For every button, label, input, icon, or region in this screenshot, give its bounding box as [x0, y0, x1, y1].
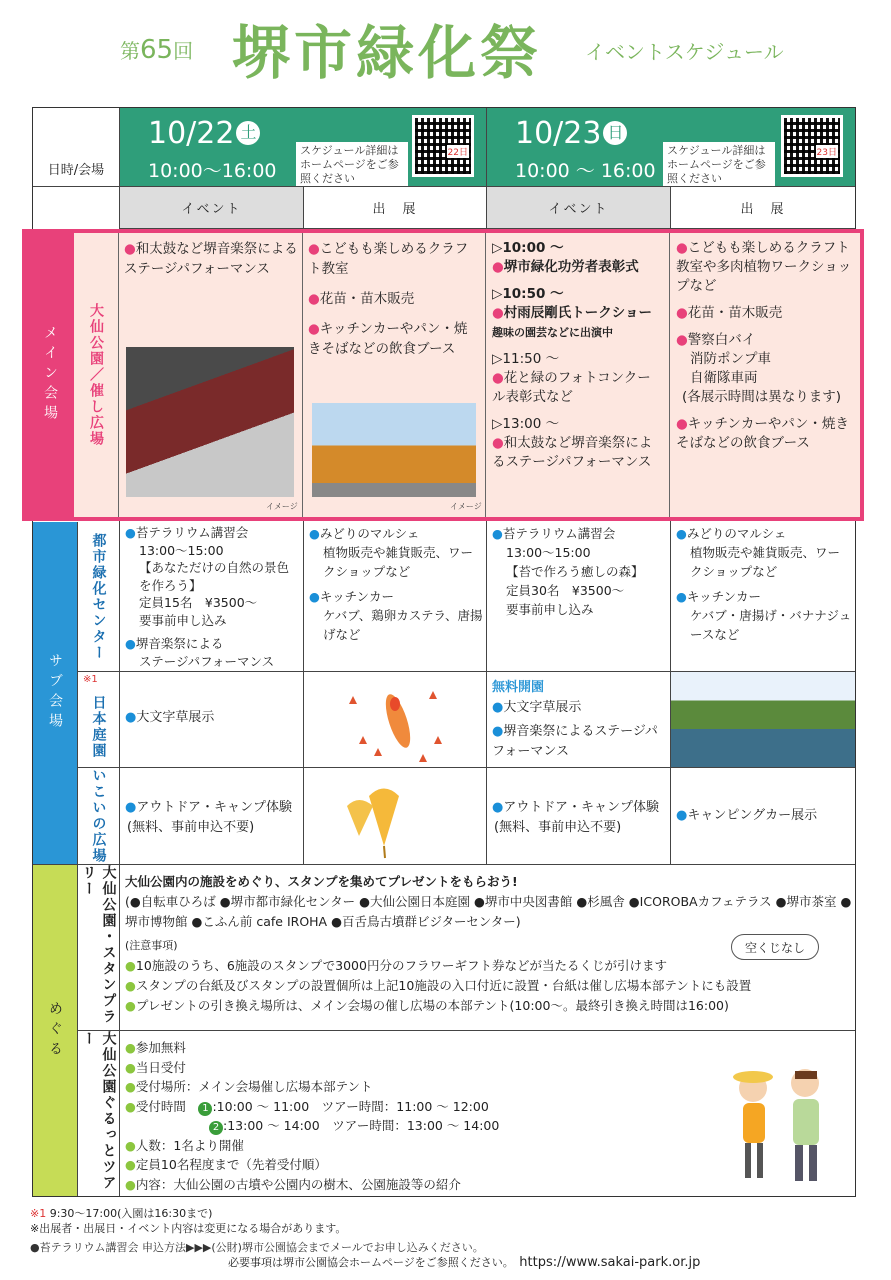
stamp-note-3: ● プレゼントの引き換え場所は、メイン会場の催し広場の本部テント(10:00〜。最終引き換え時間は16:00) [125, 996, 853, 1016]
plaza-day1-event: ● 和太鼓など堺音楽祭によるステージパフォーマンス [124, 239, 300, 279]
page-title: 堺市緑化祭 [232, 19, 543, 87]
day1-event-header: イベント [120, 187, 303, 228]
center-day1-event: ● 苔テラリウム講習会 13:00〜15:00 【あなただけの自然の景色を作ろう】 定員15名 ¥3500〜 要事前申し込み ● 堺音楽祭による ステージパフォーマンス [125, 524, 301, 670]
taiko-photo-caption: イメージ [266, 502, 298, 511]
day1-time: 10:00〜16:00 [148, 160, 277, 182]
day1-qr-code[interactable]: 22日 [412, 115, 474, 177]
garden-day1-event: ● 大文字草展示 [125, 708, 301, 728]
ikoi-day2-event: ● アウトドア・キャンプ体験 (無料、事前申込不要) [492, 798, 668, 838]
day1-date: 10/22 土 [148, 116, 260, 151]
page-subtitle: イベントスケジュール [585, 40, 784, 64]
day2-date: 10/23 日 [515, 116, 627, 151]
datetime-label: 日時/会場 [47, 162, 105, 178]
ikoi-day1-event: ● アウトドア・キャンプ体験 (無料、事前申込不要) [125, 798, 301, 838]
venue-japanese-garden: 日本庭園 [90, 694, 107, 759]
day2-event-header: イベント [487, 187, 670, 228]
food-truck-caption: イメージ [450, 502, 482, 511]
page-title-block [0, 0, 891, 100]
day2-header [487, 108, 855, 186]
koi-illustration [333, 676, 463, 762]
stamp-note-1: ● 10施設のうち、6施設のスタンプで3000円分のフラワーギフト券などが当たるくじが引けます [125, 956, 853, 976]
plaza-day2-event: ▷ 10:00 〜 ● 堺市緑化功労者表彰式 ▷ 10:50 〜 ● 村雨辰剛氏トークショー 趣味の園芸などに出演中 ▷ 11:50 〜 ● 花と緑のフォトコンクール表彰式など ▷ 13:00 〜 ● 和太鼓など堺音楽祭によるステージパフォーマンス [492, 239, 664, 472]
no-blank-bubble: 空くじなし [731, 934, 819, 960]
edition-label: 第65回 [120, 35, 194, 65]
venue-greening-center: 都市緑化センター [90, 532, 107, 661]
stamp-lead: 大仙公園内の施設をめぐり、スタンプを集めてプレゼントをもらおう! [125, 874, 518, 889]
taiko-photo [126, 347, 294, 497]
day2-time: 10:00 〜 16:00 [515, 160, 656, 182]
stamp-notes-title: (注意事項) [125, 939, 178, 952]
ginkgo-illustration [339, 776, 429, 860]
plaza-day1-exhibit: ● こどもも楽しめるクラフト教室 ● 花苗・苗木販売 ● キッチンカーやパン・焼きそばなどの飲食ブース [308, 239, 480, 369]
day2-exhibit-header: 出 展 [671, 187, 855, 228]
tour-content: ● 参加無料 ● 当日受付 ● 受付場所：メイン会場催し広場本部テント ● 受付時間 1 :10:00 〜 11:00 ツアー時間：11:00 〜 12:00 2 :13:00 〜 14:00 ツアー時間：13:00 〜 14:00 ● 人数：1名より開催 ● 定員10名程度まで（先着受付順） ● 内容：大仙公園の古墳や公園内の樹木、公園施設等の紹介 [125, 1038, 685, 1194]
center-day1-exhibit: ● みどりのマルシェ 植物販売や雑貨販売、ワークショップなど ● キッチンカー ケバブ、鶏卵カステラ、唐揚げなど [309, 524, 485, 670]
center-day2-exhibit: ● みどりのマルシェ 植物販売や雑貨販売、ワークショップなど ● キッチンカー ケバブ・唐揚げ・バナナジュースなど [676, 524, 852, 670]
footer-notes: ※1 9:30〜17:00(入園は16:30まで) ※出展者・出展日・イベント内容は変更になる場合があります。 ●苔テラリウム講習会 申込方法▶▶▶(公財)堺市公園協会までメールでお申し込みください。 必要事項は堺市公園協会ホームページをご参照ください。 https://www.sakai-park.or.jp [30, 1207, 701, 1270]
garden-photo [671, 672, 855, 767]
venue-stamp-rally: 大仙公園・スタンプラリー [80, 865, 117, 1025]
footer-url[interactable]: https://www.sakai-park.or.jp [519, 1255, 701, 1270]
day2-note: スケジュール詳細はホームページをご参照ください [663, 142, 775, 186]
ikoi-day2-exhibit: ● キャンピングカー展示 [676, 806, 852, 826]
venue-ikoi-plaza: いこいの広場 [90, 768, 107, 864]
day1-exhibit-header: 出 展 [304, 187, 486, 228]
section-sub-venue: サブ会場 [33, 522, 77, 864]
venue-guided-tour: 大仙公園ぐるっとツアー [80, 1031, 117, 1191]
center-day2-event: ● 苔テラリウム講習会 13:00〜15:00 【苔で作ろう癒しの森】 定員30名 ¥3500〜 要事前申し込み [492, 524, 668, 670]
garden-free-admission: 無料開園 [492, 680, 545, 695]
main-venue-area [22, 229, 864, 521]
section-main-venue: メイン会場 [26, 233, 74, 517]
venue-daisen-plaza: 大仙公園／催し広場 [88, 303, 104, 447]
garden-day2-event: ● 大文字草展示 ● 堺音楽祭によるステージパフォーマンス [492, 698, 668, 762]
day2-qr-code[interactable]: 23日 [781, 115, 843, 177]
food-truck-photo [312, 403, 476, 497]
plaza-day2-exhibit: ● こどもも楽しめるクラフト教室や多肉植物ワークショップなど ● 花苗・苗木販売 ● 警察白バイ 消防ポンプ車 自衛隊車両 (各展示時間は異なります) ● キッチンカーやパン・焼きそばなどの飲食ブース [676, 239, 856, 453]
stamp-places: (●自転車ひろば ●堺市都市緑化センター ●大仙公園日本庭園 ●堺市中央図書館 ●杉風舎 ●ICOROBAカフェテラス ●堺市茶室 ●堺市博物館 ●こふん前 cafe IROHA ●百舌鳥古墳群ビジターセンター) [125, 894, 852, 929]
stamp-note-2: ● スタンプの台紙及びスタンプの設置個所は上記10施設の入口付近に設置・台紙は催し広場本部テントにも設置 [125, 976, 853, 996]
section-meguru: めぐる [33, 865, 77, 1196]
day1-note: スケジュール詳細はホームページをご参照ください [296, 142, 408, 186]
day1-header [120, 108, 486, 186]
garden-note-mark: ※1 [83, 674, 98, 685]
tour-guides-illustration [713, 1053, 843, 1188]
